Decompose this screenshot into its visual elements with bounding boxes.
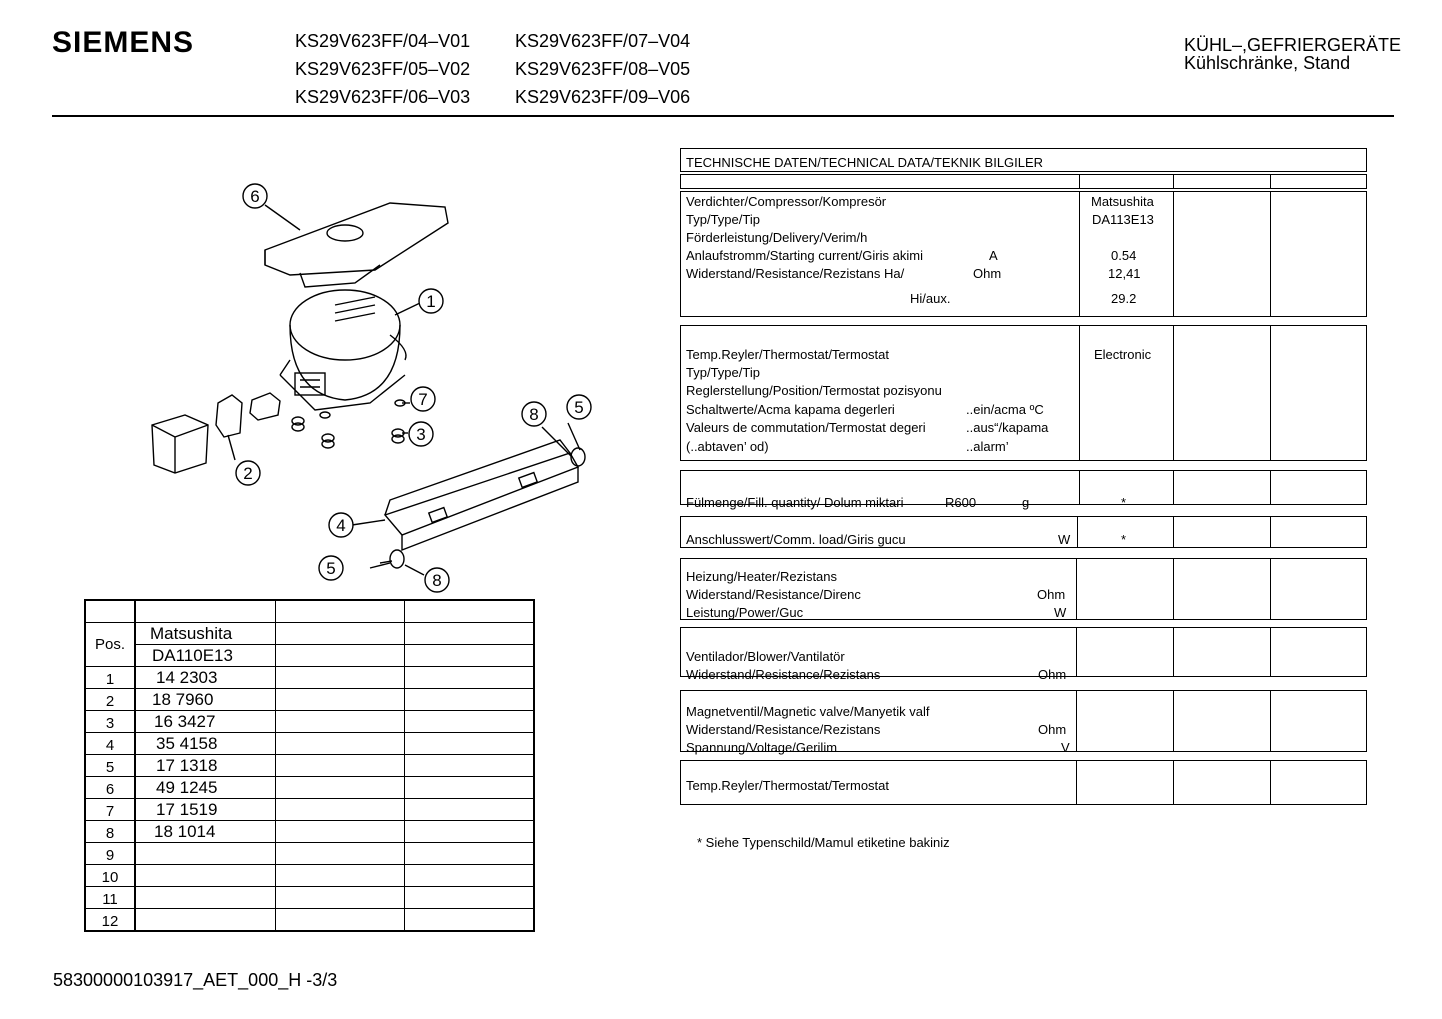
value: Electronic [1094,347,1152,362]
label: (..abtaven’ od) [686,439,769,454]
callout-label: 8 [432,571,442,590]
callout-label: 2 [243,464,253,483]
brand-cell: Matsushita [135,623,276,645]
thermostat2-block [680,760,1367,805]
model-number: KS29V623FF/09–V06 [515,87,691,107]
label: Widerstand/Resistance/Rezistans [686,667,881,682]
pos-cell: 10 [85,865,135,887]
label: Widerstand/Resistance/Rezistans Ha/ [686,266,905,281]
table-row [85,600,534,623]
label: Widerstand/Resistance/Direnc [686,587,861,602]
callout-label: 7 [418,390,428,409]
model-number: KS29V623FF/05–V02 [295,59,471,79]
label: ..aus“/kapama [966,420,1049,435]
pos-cell: 6 [85,777,135,799]
label: Anlaufstromm/Starting current/Giris akimi [686,248,923,263]
part-number [135,843,276,865]
unit: W [1058,532,1071,547]
pos-cell: 4 [85,733,135,755]
label: Magnetventil/Magnetic valve/Manyetik valf [686,704,930,719]
compressor-block [680,191,1367,317]
valve-block [680,690,1367,755]
model-number: KS29V623FF/07–V04 [515,31,691,51]
label: Verdichter/Compressor/Kompresör [686,194,887,209]
table-row [85,821,534,843]
callout-label: 1 [426,292,436,311]
table-row [85,667,534,689]
unit: Ohm [1037,587,1066,602]
pos-header: Pos. [85,623,135,667]
table-row [85,777,534,799]
table-row [85,733,534,755]
callout-label: 4 [336,516,346,535]
heater-block [680,558,1367,620]
label: Temp.Reyler/Thermostat/Termostat [686,347,890,362]
value: 12,41 [1108,266,1141,281]
table-row [85,623,534,645]
load-block [680,516,1367,548]
pos-cell: 3 [85,711,135,733]
label: Heizung/Heater/Rezistans [686,569,838,584]
category-subtitle: Kühlschränke, Stand [1184,53,1351,73]
value: * [1121,532,1127,547]
unit: g [1022,495,1030,510]
label: Anschlusswert/Comm. load/Giris gucu [686,532,906,547]
label: Spannung/Voltage/Gerilim [686,740,838,755]
part-number [135,865,276,887]
unit: V [1061,740,1070,755]
part-number: 35 4158 [135,733,276,755]
label: Hi/aux. [910,291,951,306]
pos-cell: 1 [85,667,135,689]
brand-logo: SIEMENS [52,26,195,59]
blower-block [680,627,1367,682]
unit: Ohm [1038,667,1067,682]
part-number: 49 1245 [135,777,276,799]
pos-cell: 2 [85,689,135,711]
fill-quantity-block [680,470,1367,510]
compressor-exploded-diagram [140,175,610,600]
pos-cell: 11 [85,887,135,909]
tech-title: TECHNISCHE DATEN/TECHNICAL DATA/TEKNIK BILGILER [686,155,1044,170]
pos-cell: 7 [85,799,135,821]
label: Typ/Type/Tip [686,212,760,227]
label: Ventilador/Blower/Vantilatör [686,649,845,664]
type-cell: DA110E13 [135,645,276,667]
label: ..alarm’ [966,439,1009,454]
table-row [85,645,534,667]
label: Widerstand/Resistance/Rezistans [686,722,881,737]
part-number: 17 1519 [135,799,276,821]
part-number [135,909,276,932]
value: DA113E13 [1092,212,1154,227]
document-id: 58300000103917_AET_000_H -3/3 [53,970,338,990]
table-row [85,843,534,865]
callout-label: 3 [416,425,426,444]
part-number: 16 3427 [135,711,276,733]
part-number: 17 1318 [135,755,276,777]
label: Förderleistung/Delivery/Verim/h [686,230,868,245]
tech-column-header [680,174,1367,189]
model-number: KS29V623FF/04–V01 [295,31,471,51]
value: 29.2 [1111,291,1137,306]
part-number: 18 1014 [135,821,276,843]
header-divider [52,115,1394,117]
thermostat-block [680,325,1367,461]
label: Leistung/Power/Guc [686,605,804,620]
category-title: KÜHL–,GEFRIERGERÄTE [1184,35,1402,55]
unit: Ohm [1038,722,1067,737]
table-row [85,887,534,909]
pos-cell: 12 [85,909,135,932]
label: Typ/Type/Tip [686,365,760,380]
part-number: 18 7960 [135,689,276,711]
pos-cell: 9 [85,843,135,865]
callout-label: 5 [574,398,584,417]
parts-table [84,599,535,932]
tech-title-box [680,148,1367,172]
pos-cell: 8 [85,821,135,843]
label: Schaltwerte/Acma kapama degerleri [686,402,895,417]
unit: W [1054,605,1067,620]
model-number: KS29V623FF/06–V03 [295,87,471,107]
label: Temp.Reyler/Thermostat/Termostat [686,778,890,793]
callout-label: 6 [250,187,260,206]
value: * [1121,495,1127,510]
table-row [85,689,534,711]
gas: R600 [945,495,977,510]
label: Reglerstellung/Position/Termostat pozisyonu [686,383,942,398]
unit: Ohm [973,266,1002,281]
part-number: 14 2303 [135,667,276,689]
model-number: KS29V623FF/08–V05 [515,59,691,79]
label: Valeurs de commutation/Termostat degeri [686,420,926,435]
label: Fülmenge/Fill. quantity/ Dolum miktari [686,495,904,510]
table-row [85,711,534,733]
table-row [85,755,534,777]
table-row [85,865,534,887]
pos-cell: 5 [85,755,135,777]
callout-label: 8 [529,405,539,424]
value: 0.54 [1111,248,1137,263]
table-row [85,909,534,932]
part-number [135,887,276,909]
value: Matsushita [1091,194,1154,209]
unit: A [989,248,998,263]
callout-label: 5 [326,559,336,578]
table-row [85,799,534,821]
label: ..ein/acma ºC [966,402,1044,417]
footnote: * Siehe Typenschild/Mamul etiketine bakiniz [697,835,950,850]
